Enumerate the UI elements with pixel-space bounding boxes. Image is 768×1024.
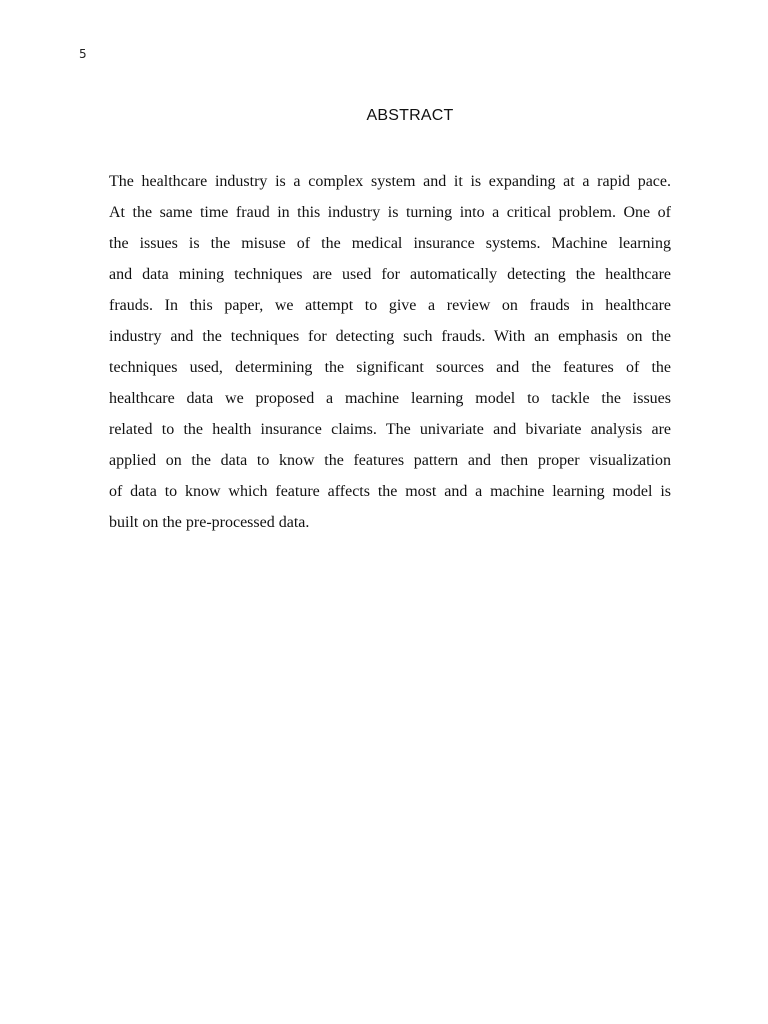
abstract-line: built on the pre-processed data.: [109, 514, 310, 531]
abstract-line: frauds. In this paper, we attempt to give a review on frauds in healthcare: [109, 297, 671, 314]
abstract-line: industry and the techniques for detecting such frauds. With an emphasis on the: [109, 328, 671, 345]
abstract-line: The healthcare industry is a complex system and it is expanding at a rapid pace.: [109, 173, 671, 190]
abstract-line: applied on the data to know the features pattern and then proper visualization: [109, 452, 671, 469]
abstract-line: related to the health insurance claims. The univariate and bivariate analysis are: [109, 421, 671, 438]
page-number: 5: [79, 47, 87, 61]
abstract-line: of data to know which feature affects the most and a machine learning model is: [109, 483, 671, 500]
abstract-line: and data mining techniques are used for automatically detecting the healthcare: [109, 266, 671, 283]
abstract-line: the issues is the misuse of the medical insurance systems. Machine learning: [109, 235, 671, 252]
abstract-line: healthcare data we proposed a machine learning model to tackle the issues: [109, 390, 671, 407]
abstract-line: At the same time fraud in this industry is turning into a critical problem. One of: [109, 204, 671, 221]
abstract-line: techniques used, determining the significant sources and the features of the: [109, 359, 671, 376]
abstract-body: [109, 166, 671, 538]
abstract-title: ABSTRACT: [366, 107, 454, 124]
